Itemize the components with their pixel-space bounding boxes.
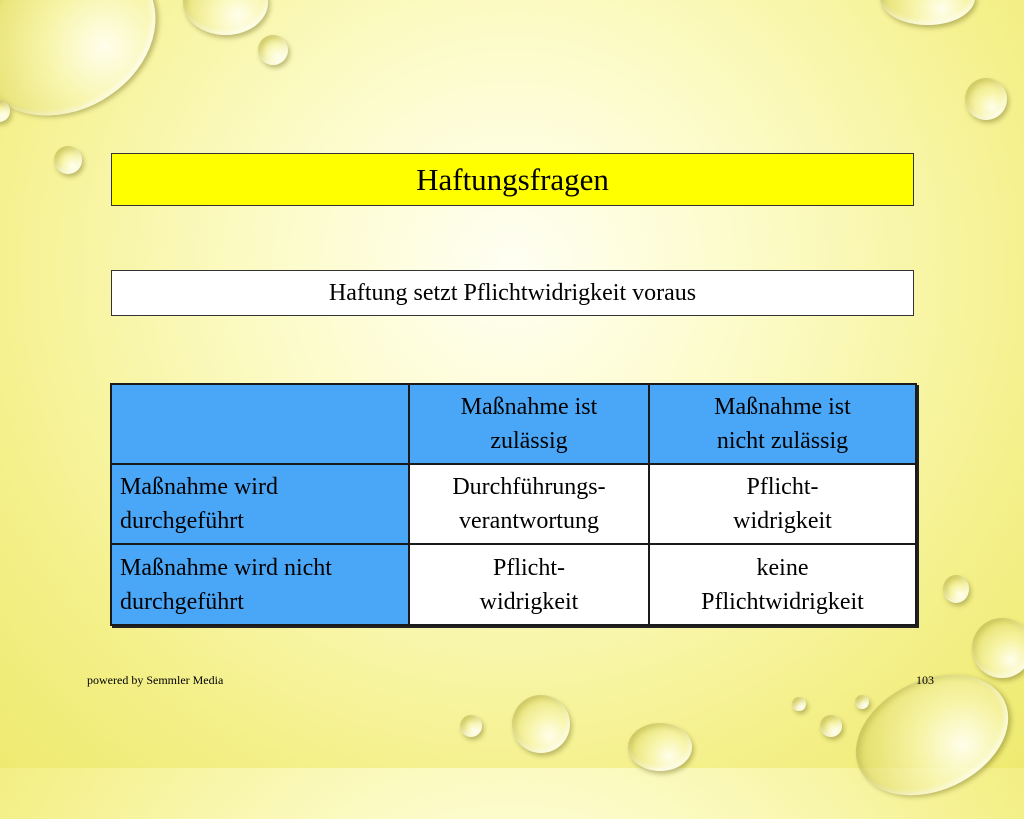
- cell-line: Durchführungs-: [452, 474, 606, 500]
- cell-line: Pflicht-: [746, 474, 819, 500]
- row-label-line: durchgeführt: [120, 508, 244, 534]
- water-drop-decoration: [792, 697, 806, 711]
- slide-subtitle-text: Haftung setzt Pflichtwidrigkeit voraus: [328, 279, 697, 306]
- water-drop-decoration: [972, 618, 1024, 678]
- water-drop-decoration: [965, 78, 1007, 120]
- row-label-line: Maßnahme wird: [120, 474, 278, 500]
- row-label-performed: [111, 464, 409, 544]
- row-label-not-performed: [111, 544, 409, 625]
- water-drop-decoration: [820, 715, 842, 737]
- table-row: [111, 544, 916, 625]
- cell-line: Pflichtwidrigkeit: [701, 588, 864, 615]
- table-cell: [649, 544, 916, 625]
- liability-matrix-table: [110, 383, 917, 626]
- cell-line: keine: [756, 554, 809, 581]
- cell-line: Pflicht-: [493, 554, 565, 581]
- cell-line: widrigkeit: [733, 508, 832, 534]
- table-cell: [409, 544, 649, 625]
- table-corner-cell: [111, 384, 409, 464]
- slide-title: [111, 153, 914, 206]
- header-cell-line: zulässig: [490, 428, 568, 454]
- water-drop-decoration: [54, 146, 82, 174]
- water-drop-decoration: [0, 0, 185, 147]
- cell-line: verantwortung: [459, 508, 599, 534]
- slide-page-number: 103: [916, 673, 934, 687]
- water-drop-decoration: [460, 715, 482, 737]
- header-cell-line: nicht zulässig: [716, 428, 849, 454]
- header-cell-line: Maßnahme ist: [460, 394, 598, 420]
- header-cell-allowed: [409, 384, 649, 464]
- slide-subtitle: [111, 270, 914, 316]
- water-drop-decoration: [183, 0, 268, 35]
- water-drop-decoration: [880, 0, 975, 25]
- header-cell-line: Maßnahme ist: [714, 394, 851, 420]
- footer-credit: powered by Semmler Media: [87, 673, 224, 687]
- water-drop-decoration: [512, 695, 570, 753]
- row-label-line: Maßnahme wird nicht: [120, 554, 332, 581]
- water-drop-decoration: [855, 695, 869, 709]
- table-header-row: [111, 384, 916, 464]
- water-drop-decoration: [943, 575, 969, 603]
- water-drop-decoration: [628, 723, 692, 771]
- header-cell-not-allowed: [649, 384, 916, 464]
- water-drop-decoration: [258, 35, 288, 65]
- table-cell: [649, 464, 916, 544]
- table-cell: [409, 464, 649, 544]
- slide-title-text: Haftungsfragen: [416, 161, 609, 197]
- table-row: [111, 464, 916, 544]
- cell-line: widrigkeit: [479, 588, 579, 615]
- row-label-line: durchgeführt: [120, 588, 244, 615]
